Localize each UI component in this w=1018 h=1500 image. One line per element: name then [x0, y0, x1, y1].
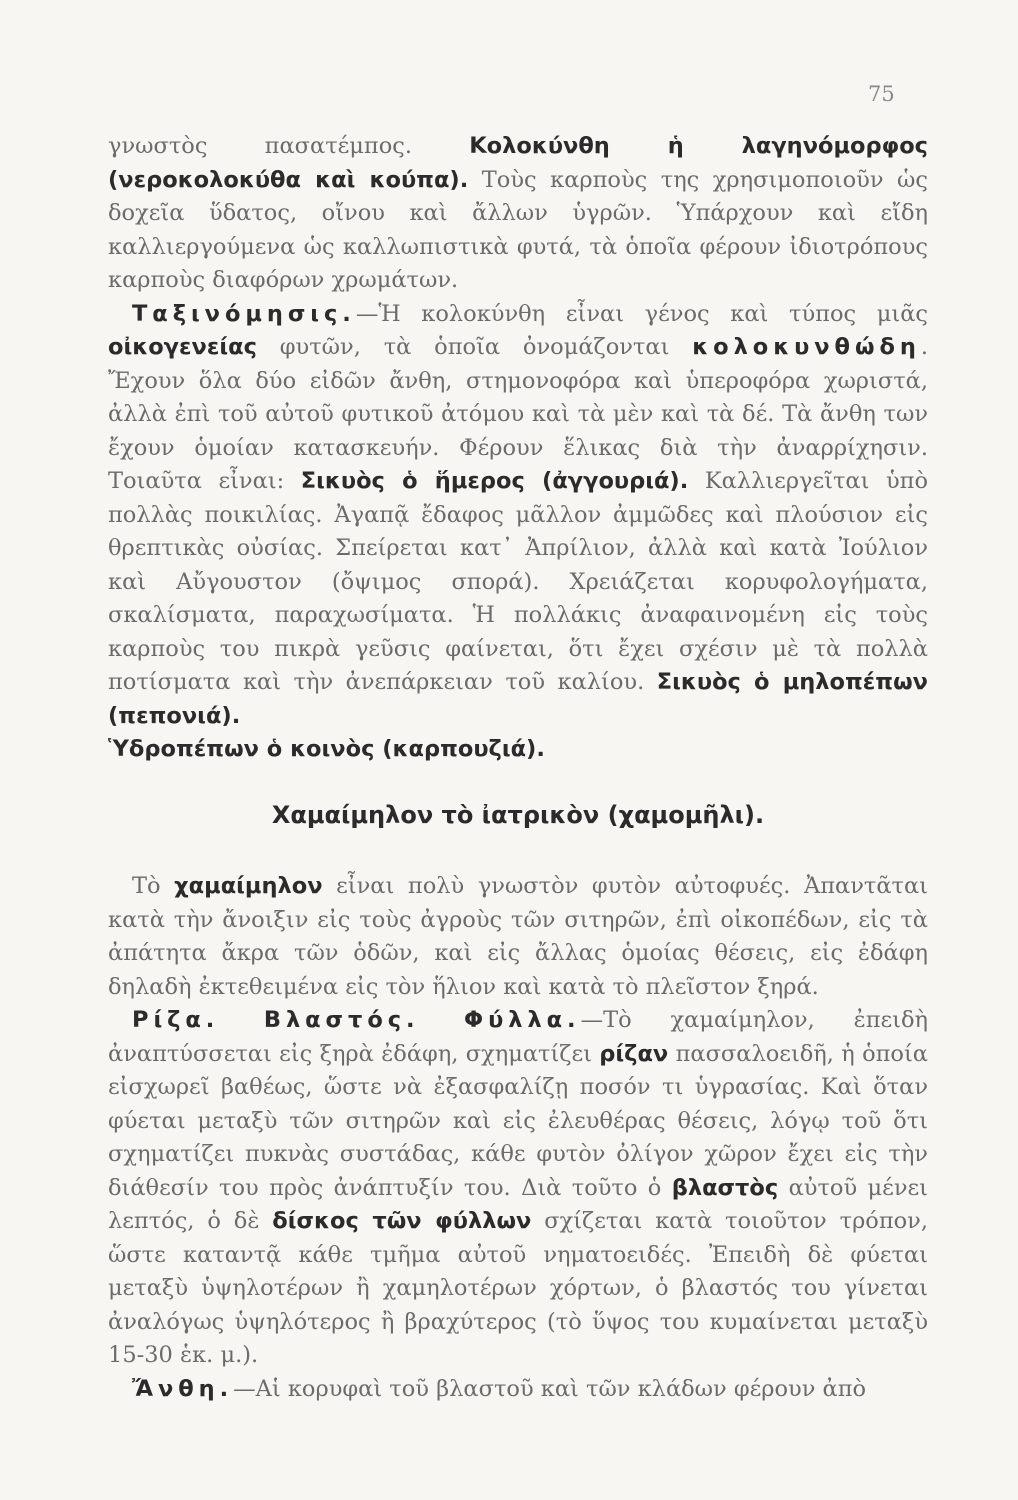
section-label: Ρίζα. Βλαστός. Φύλλα. — [132, 1007, 581, 1033]
section-label: Ταξινόμησις. — [132, 300, 356, 327]
term: ρίζαν — [599, 1040, 669, 1067]
paragraph-kolokynthi — [108, 130, 928, 298]
species-name: Σικυὸς ὁ μηλοπέπων (πεπονιά). — [108, 669, 928, 729]
text-run: αὐτοῦ μένει λεπτός, ὁ δὲ — [108, 1174, 928, 1234]
text-run: . Ἔχουν ὅλα δύο εἰδῶν ἄνθη, στημονοφόρα καὶ ὑπεροφόρα χωριστά, ἀλλὰ ἐπὶ τοῦ αὐτοῦ φυτικοῦ ἀτόμου καὶ τὰ μὲν καὶ τὰ δέ. Τὰ ἄνθη των ἔχουν ὁμοίαν κατασκευήν. Φέρουν ἕλικας διὰ τὴν ἀναρρίχησιν. Τοιαῦτα εἶναι: — [108, 334, 928, 494]
text-run: —Τὸ χαμαίμηλον, ἐπειδὴ ἀναπτύσσεται εἰς ξηρὰ ἐδάφη, σχηματίζει — [108, 1007, 929, 1067]
term: δίσκος τῶν φύλλων — [272, 1208, 532, 1234]
paragraph-anthi — [108, 1373, 928, 1407]
term: κολοκυνθώδη — [692, 334, 921, 360]
text-run: —Αἱ κορυφαὶ τοῦ βλαστοῦ καὶ τῶν κλάδων φέρουν ἀπὸ — [233, 1375, 867, 1402]
term: χαμαίμηλον — [174, 873, 323, 899]
section-heading: Χαμαίμηλον τὸ ἰατρικὸν (χαμομῆλι). — [271, 800, 765, 829]
text-run: φυτῶν, τὰ ὁποῖα ὀνομάζονται — [256, 334, 693, 360]
text-run: γνωστὸς πασατέμπος. — [108, 133, 470, 159]
text-run: σχίζεται κατὰ τοιοῦτον τρόπον, ὥστε καταντᾷ κάθε τμῆμα αὐτοῦ νηματοειδές. Ἐπειδὴ δὲ φύεται μεταξὺ ὑψηλοτέρων ἢ χαμηλοτέρων χόρτων, ὁ βλαστός του γίνεται ἀναλόγως ὑψηλότερος ἢ βραχύτερος (τὸ ὕψος του κυμαίνεται μεταξὺ 15-30 ἑκ. μ.). — [108, 1208, 929, 1368]
text-run: Τοὺς καρποὺς της χρησιμοποιοῦν ὡς δοχεῖα ὕδατος, οἴνου καὶ ἄλλων ὑγρῶν. Ὑπάρχουν καὶ εἴδη καλλιεργούμενα ὡς καλλωπιστικὰ φυτά, τὰ ὁποῖα φέρουν ἰδιοτρόπους καρποὺς διαφόρων χρωμάτων. — [108, 166, 929, 293]
body-text — [108, 130, 928, 1406]
term: οἰκογενείας — [108, 334, 257, 360]
section-label: Ἄνθη. — [132, 1375, 234, 1402]
text-run: πασσαλοειδῆ, ἡ ὁποία εἰσχωρεῖ βαθέως, ὥστε νὰ ἐξασφαλίζῃ ποσόν τι ὑγρασίας. Καὶ ὅταν φύεται μεταξὺ τῶν σιτηρῶν καὶ εἰς ἐλευθέρας θέσεις, λόγῳ τοῦ ὅτι σχηματίζει πυκνὰς συστάδας, κάθε φυτὸν ὀλίγον χῶρον ἔχει εἰς τὴν διάθεσίν του πρὸς ἀνάπτυξίν του. Διὰ τοῦτο ὁ — [108, 1040, 928, 1201]
term: βλαστὸς — [671, 1174, 779, 1201]
text-run: Καλλιεργεῖται ὑπὸ πολλὰς ποικιλίας. Ἀγαπᾷ ἔδαφος μᾶλλον ἀμμῶδες καὶ πλούσιον εἰς θρεπτικὰς οὐσίας. Σπείρεται κατ᾽ Ἀπρίλιον, ἀλλὰ καὶ κατὰ Ἰούλιον καὶ Αὔγουστον (ὄψιμος σπορά). Χρειάζεται κορυφολογήματα, σκαλίσματα, παραχωσίματα. Ἡ πολλάκις ἀναφαινομένη εἰς τοὺς καρποὺς του πικρὰ γεῦσις φαίνεται, ὅτι ἔχει σχέσιν μὲ τὰ πολλὰ ποτίσματα καὶ τὴν ἀνεπάρκειαν τοῦ καλίου. — [108, 468, 929, 695]
species-name: Σικυὸς ὁ ἥμερος (ἀγγουριά). — [300, 468, 689, 494]
page-number: 75 — [868, 82, 895, 106]
text-run: Τὸ — [132, 873, 175, 899]
paragraph-riza-vlastos-fylla — [108, 1004, 928, 1373]
paragraph-taxinomisis — [108, 298, 928, 767]
species-name: Κολοκύνθη ἡ λαγηνόμορφος (νεροκολοκύθα καὶ κούπα). — [108, 133, 928, 193]
species-name: Ὑδροπέπων ὁ κοινὸς (καρπουζιά). — [108, 736, 545, 762]
paragraph-chamaimilon-intro — [108, 870, 928, 1004]
text-run: εἶναι πολὺ γνωστὸν φυτὸν αὐτοφυές. Ἀπαντᾶται κατὰ τὴν ἄνοιξιν εἰς τοὺς ἀγροὺς τῶν σιτηρῶν, ἐπὶ οἰκοπέδων, εἰς τὰ ἀπάτητα ἄκρα τῶν ὁδῶν, καὶ εἰς ἄλλας ὁμοίας θέσεις, εἰς ἐδάφη δηλαδὴ ἐκτεθειμένα εἰς τὸν ἥλιον καὶ κατὰ τὸ πλεῖστον ξηρά. — [108, 873, 928, 1000]
text-run: —Ἡ κολοκύνθη εἶναι γένος καὶ τύπος μιᾶς — [355, 300, 928, 327]
